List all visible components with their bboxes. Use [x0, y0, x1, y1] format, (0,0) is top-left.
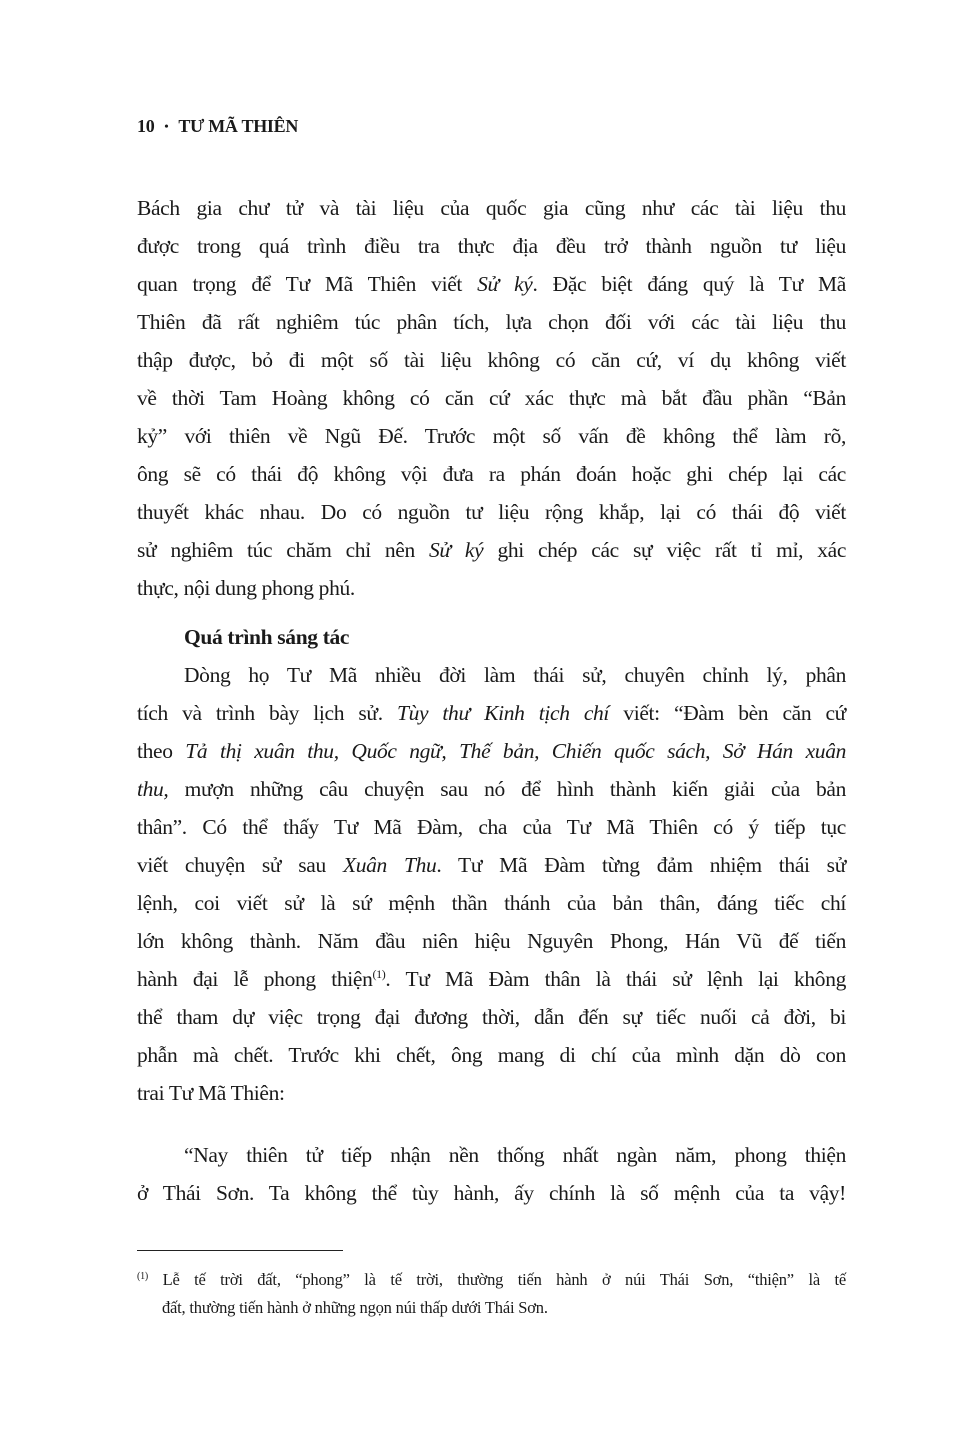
text-line	[137, 417, 846, 455]
text-run: viết chuyện sử sau	[137, 853, 343, 877]
text-line	[137, 569, 846, 607]
text-line	[137, 303, 846, 341]
footnote-divider	[137, 1250, 343, 1251]
text-run: ghi chép các sự việc rất tỉ mỉ, xác	[483, 538, 847, 562]
text-line	[137, 770, 846, 808]
text-run: được trong quá trình điều tra thực địa đều trở thành nguồn tư liệu	[137, 234, 846, 258]
text-line	[137, 455, 846, 493]
italic-title: Tả thị xuân thu, Quốc ngữ, Thế bản, Chiến quốc sách, Sở Hán xuân	[185, 739, 846, 763]
text-run: hành đại lễ phong thiện	[137, 967, 373, 991]
text-run: “Nay thiên tử tiếp nhận nền thống nhất ngàn năm, phong thiện	[184, 1143, 846, 1167]
section-heading: Quá trình sáng tác	[184, 625, 350, 649]
text-run: kỷ” với thiên về Ngũ Đế. Trước một số vấn đề không thể làm rõ,	[137, 424, 846, 448]
separator: •	[164, 119, 169, 133]
text-line	[137, 227, 846, 265]
text-run: . Tư Mã Đàm thân là thái sử lệnh lại không	[385, 967, 846, 991]
paragraph-1	[137, 189, 846, 607]
text-run: trai Tư Mã Thiên:	[137, 1081, 285, 1105]
text-run: phẫn mà chết. Trước khi chết, ông mang di chí của mình dặn dò con	[137, 1043, 846, 1067]
text-run: sử nghiêm túc chăm chỉ nên	[137, 538, 430, 562]
text-line	[137, 694, 846, 732]
text-run: . Đặc biệt đáng quý là Tư Mã	[532, 272, 846, 296]
text-run: thuyết khác nhau. Do có nguồn tư liệu rộng khắp, lại có thái độ viết	[137, 500, 846, 524]
text-line	[137, 998, 846, 1036]
text-line	[137, 1074, 846, 1112]
italic-title: Sử ký	[477, 272, 533, 296]
text-line	[137, 189, 846, 227]
italic-title: thu,	[137, 777, 169, 801]
text-line	[137, 1136, 846, 1174]
text-line	[137, 1294, 846, 1322]
text-line	[137, 960, 846, 998]
text-line	[137, 531, 846, 569]
text-run: đất, thường tiến hành ở những ngọn núi thấp dưới Thái Sơn.	[162, 1298, 548, 1317]
text-run: mượn những câu chuyện sau nó để hình thành kiến giải của bản	[168, 777, 846, 801]
text-run: ở Thái Sơn. Ta không thể tùy hành, ấy chính là số mệnh của ta vậy!	[137, 1181, 846, 1205]
text-run: thực, nội dung phong phú.	[137, 576, 355, 600]
text-run: Bách gia chư tử và tài liệu của quốc gia cũng như các tài liệu thu	[137, 196, 846, 220]
text-line	[137, 379, 846, 417]
section-heading-block	[137, 618, 846, 656]
text-line	[137, 884, 846, 922]
text-run: theo	[137, 739, 186, 763]
footnote-marker: (1)	[137, 1271, 149, 1282]
italic-title: Xuân Thu	[342, 853, 437, 877]
text-run: thể tham dự việc trọng đại đương thời, dẫn đến sự tiếc nuối cả đời, bi	[137, 1005, 846, 1029]
text-run: về thời Tam Hoàng không có căn cứ xác thực mà bắt đầu phần “Bản	[137, 386, 846, 410]
text-run: viết: “Đàm bèn căn cứ	[609, 701, 846, 725]
text-line	[137, 341, 846, 379]
text-line	[137, 1174, 846, 1212]
footnote	[137, 1266, 846, 1322]
text-line	[137, 656, 846, 694]
text-run: thập được, bỏ đi một số tài liệu không có căn cứ, ví dụ không viết	[137, 348, 846, 372]
italic-title: Sử ký	[429, 538, 484, 562]
quote-paragraph	[137, 1136, 846, 1212]
text-run: quan trọng để Tư Mã Thiên viết	[137, 272, 478, 296]
running-title: TƯ MÃ THIÊN	[178, 116, 299, 136]
text-line	[137, 1266, 846, 1294]
paragraph-2	[137, 656, 846, 1112]
text-run: lệnh, coi viết sử là sứ mệnh thần thánh của bản thân, đáng tiếc chí	[137, 891, 846, 915]
text-line	[137, 808, 846, 846]
text-line	[137, 846, 846, 884]
text-run: Lễ tế trời đất, “phong” là tế trời, thường tiến hành ở núi Thái Sơn, “thiện” là tế	[148, 1270, 846, 1289]
page-number: 10	[137, 116, 155, 136]
text-run: . Tư Mã Đàm từng đảm nhiệm thái sử	[436, 853, 846, 877]
text-run: lớn không thành. Năm đầu niên hiệu Nguyên Phong, Hán Vũ đế tiến	[137, 929, 846, 953]
text-line	[137, 922, 846, 960]
text-run: Thiên đã rất nghiêm túc phân tích, lựa chọn đối với các tài liệu thu	[137, 310, 846, 334]
text-line	[137, 732, 846, 770]
text-line	[137, 265, 846, 303]
footnote-marker: (1)	[372, 967, 386, 981]
text-run: tích và trình bày lịch sử.	[137, 701, 397, 725]
text-run: ông sẽ có thái độ không vội đưa ra phán đoán hoặc ghi chép lại các	[137, 462, 846, 486]
running-header	[137, 116, 298, 137]
text-line	[137, 1036, 846, 1074]
text-run: thân”. Có thể thấy Tư Mã Đàm, cha của Tư Mã Thiên có ý tiếp tục	[137, 815, 846, 839]
text-run: Dòng họ Tư Mã nhiều đời làm thái sử, chuyên chỉnh lý, phân	[184, 663, 846, 687]
italic-title: Tùy thư Kinh tịch chí	[396, 701, 610, 725]
text-line	[137, 493, 846, 531]
